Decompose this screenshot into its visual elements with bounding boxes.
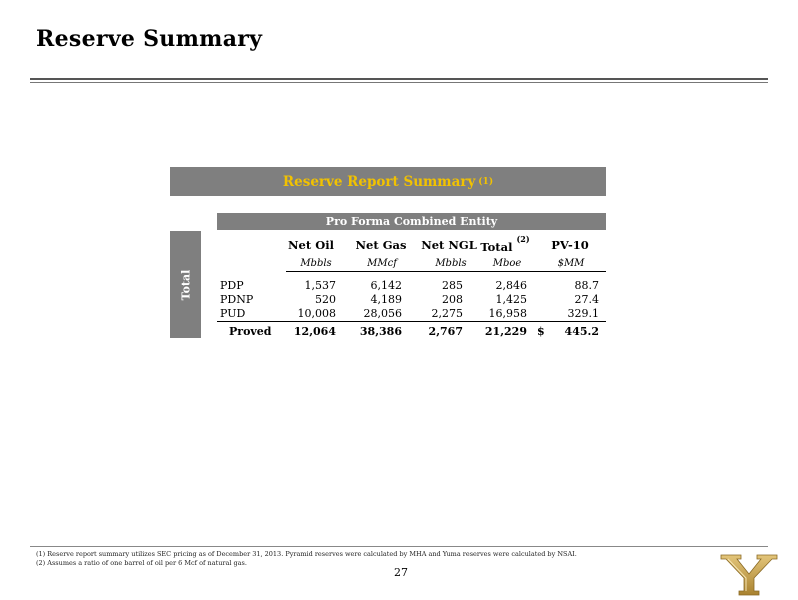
table-cell: 38,386 bbox=[359, 325, 402, 338]
table-cell: 4,189 bbox=[370, 293, 402, 306]
table-cell: 208 bbox=[442, 293, 463, 306]
table-cell: 2,767 bbox=[428, 325, 463, 338]
side-label-total: Total bbox=[179, 269, 192, 300]
unit-underline bbox=[286, 271, 606, 272]
table-cell: 10,008 bbox=[297, 307, 336, 320]
table-cell: 12,064 bbox=[293, 325, 336, 338]
column-header-total: Total $^{(2)}$ bbox=[480, 234, 530, 254]
row-label: PDP bbox=[220, 279, 244, 292]
page-number: 27 bbox=[394, 566, 408, 579]
unit-net-ngl: Mbbls bbox=[435, 258, 467, 269]
page-title: Reserve Summary bbox=[36, 26, 263, 52]
table-cell: 2,846 bbox=[495, 279, 527, 292]
table-cell: 1,425 bbox=[495, 293, 527, 306]
entity-header: Pro Forma Combined Entity bbox=[217, 213, 606, 230]
unit-net-oil: Mbbls bbox=[300, 258, 332, 269]
table-cell: 1,537 bbox=[304, 279, 336, 292]
column-header-net-gas: Net Gas bbox=[355, 238, 407, 252]
table-cell: 16,958 bbox=[488, 307, 527, 320]
row-label: PDNP bbox=[220, 293, 254, 306]
report-summary-title: Reserve Report Summary bbox=[282, 173, 476, 190]
title-divider-thick bbox=[30, 78, 768, 80]
table-cell: 445.2 bbox=[564, 325, 599, 338]
table-cell: 2,275 bbox=[431, 307, 463, 320]
table-cell: 6,142 bbox=[370, 279, 402, 292]
report-title-footnote: (1) bbox=[478, 176, 494, 187]
footnote-divider bbox=[30, 546, 768, 547]
side-label-box bbox=[170, 231, 201, 338]
yuma-y-logo-icon bbox=[719, 552, 779, 598]
total-row-divider bbox=[217, 321, 606, 322]
unit-total: Mboe bbox=[492, 258, 522, 269]
footnote-2: (2) Assumes a ratio of one barrel of oil per 6 Mcf of natural gas. bbox=[36, 559, 247, 567]
unit-net-gas: MMcf bbox=[367, 258, 397, 269]
report-summary-header bbox=[170, 167, 606, 196]
column-header-net-oil: Net Oil bbox=[288, 238, 334, 252]
currency-symbol: $ bbox=[537, 325, 545, 338]
table-cell: 21,229 bbox=[484, 325, 527, 338]
table-cell: 27.4 bbox=[574, 293, 599, 306]
column-header-pv10: PV-10 bbox=[551, 238, 589, 252]
table-cell: 520 bbox=[315, 293, 336, 306]
table-cell: 285 bbox=[442, 279, 463, 292]
row-label: PUD bbox=[220, 307, 246, 320]
total-footnote: (2) bbox=[516, 234, 530, 244]
table-cell: 88.7 bbox=[574, 279, 599, 292]
total-row-label: Proved bbox=[229, 325, 272, 338]
column-header-net-ngl: Net NGL bbox=[421, 238, 477, 252]
title-divider-thin bbox=[30, 82, 768, 83]
footnote-1: (1) Reserve report summary utilizes SEC pricing as of December 31, 2013. Pyramid reserves were calculated by MHA and Yuma reserves were calculated by NSAI. bbox=[36, 550, 577, 558]
table-cell: 329.1 bbox=[567, 307, 599, 320]
table-cell: 28,056 bbox=[363, 307, 402, 320]
unit-pv10: $MM bbox=[557, 258, 585, 269]
